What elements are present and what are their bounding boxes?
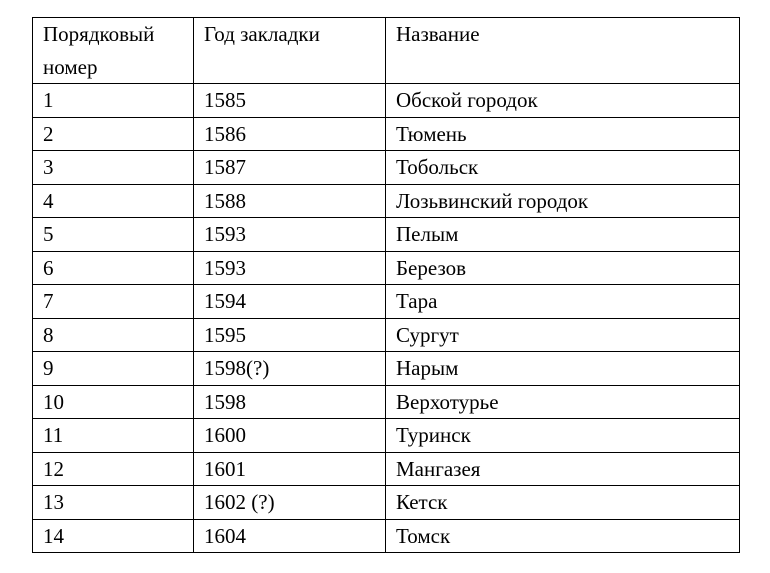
cell-year: 1602 (?) <box>194 486 386 520</box>
cell-name: Пелым <box>386 218 740 252</box>
cell-number: 14 <box>33 519 194 553</box>
cell-number: 11 <box>33 419 194 453</box>
founding-years-table <box>32 17 740 553</box>
cell-number: 4 <box>33 184 194 218</box>
table-row <box>33 318 740 352</box>
cell-name: Кетск <box>386 486 740 520</box>
cell-number: 5 <box>33 218 194 252</box>
column-header-number: Порядковый номер <box>33 18 194 84</box>
cell-name: Верхотурье <box>386 385 740 419</box>
table-row <box>33 151 740 185</box>
column-header-name: Название <box>386 18 740 84</box>
table-row <box>33 519 740 553</box>
cell-year: 1585 <box>194 84 386 118</box>
cell-year: 1604 <box>194 519 386 553</box>
cell-number: 3 <box>33 151 194 185</box>
cell-name: Тара <box>386 285 740 319</box>
cell-year: 1586 <box>194 117 386 151</box>
cell-year: 1598(?) <box>194 352 386 386</box>
cell-number: 9 <box>33 352 194 386</box>
cell-year: 1593 <box>194 218 386 252</box>
cell-number: 2 <box>33 117 194 151</box>
cell-year: 1588 <box>194 184 386 218</box>
cell-year: 1598 <box>194 385 386 419</box>
cell-name: Мангазея <box>386 452 740 486</box>
table-row <box>33 352 740 386</box>
cell-name: Березов <box>386 251 740 285</box>
cell-year: 1601 <box>194 452 386 486</box>
cell-year: 1587 <box>194 151 386 185</box>
cell-number: 7 <box>33 285 194 319</box>
table-row <box>33 385 740 419</box>
table-row <box>33 452 740 486</box>
cell-name: Сургут <box>386 318 740 352</box>
cell-name: Тюмень <box>386 117 740 151</box>
table-body <box>33 84 740 553</box>
table-row <box>33 251 740 285</box>
table-row <box>33 486 740 520</box>
cell-number: 10 <box>33 385 194 419</box>
table-row <box>33 117 740 151</box>
table-row <box>33 419 740 453</box>
cell-year: 1595 <box>194 318 386 352</box>
table-row <box>33 84 740 118</box>
cell-year: 1600 <box>194 419 386 453</box>
cell-name: Туринск <box>386 419 740 453</box>
cell-name: Лозьвинский городок <box>386 184 740 218</box>
cell-year: 1593 <box>194 251 386 285</box>
cell-name: Обской городок <box>386 84 740 118</box>
cell-number: 1 <box>33 84 194 118</box>
cell-number: 8 <box>33 318 194 352</box>
cell-name: Тобольск <box>386 151 740 185</box>
table-row <box>33 218 740 252</box>
cell-name: Томск <box>386 519 740 553</box>
table-row <box>33 184 740 218</box>
cell-number: 6 <box>33 251 194 285</box>
cell-name: Нарым <box>386 352 740 386</box>
table-header-row <box>33 18 740 84</box>
cell-year: 1594 <box>194 285 386 319</box>
column-header-year: Год закладки <box>194 18 386 84</box>
cell-number: 13 <box>33 486 194 520</box>
cell-number: 12 <box>33 452 194 486</box>
table-row <box>33 285 740 319</box>
